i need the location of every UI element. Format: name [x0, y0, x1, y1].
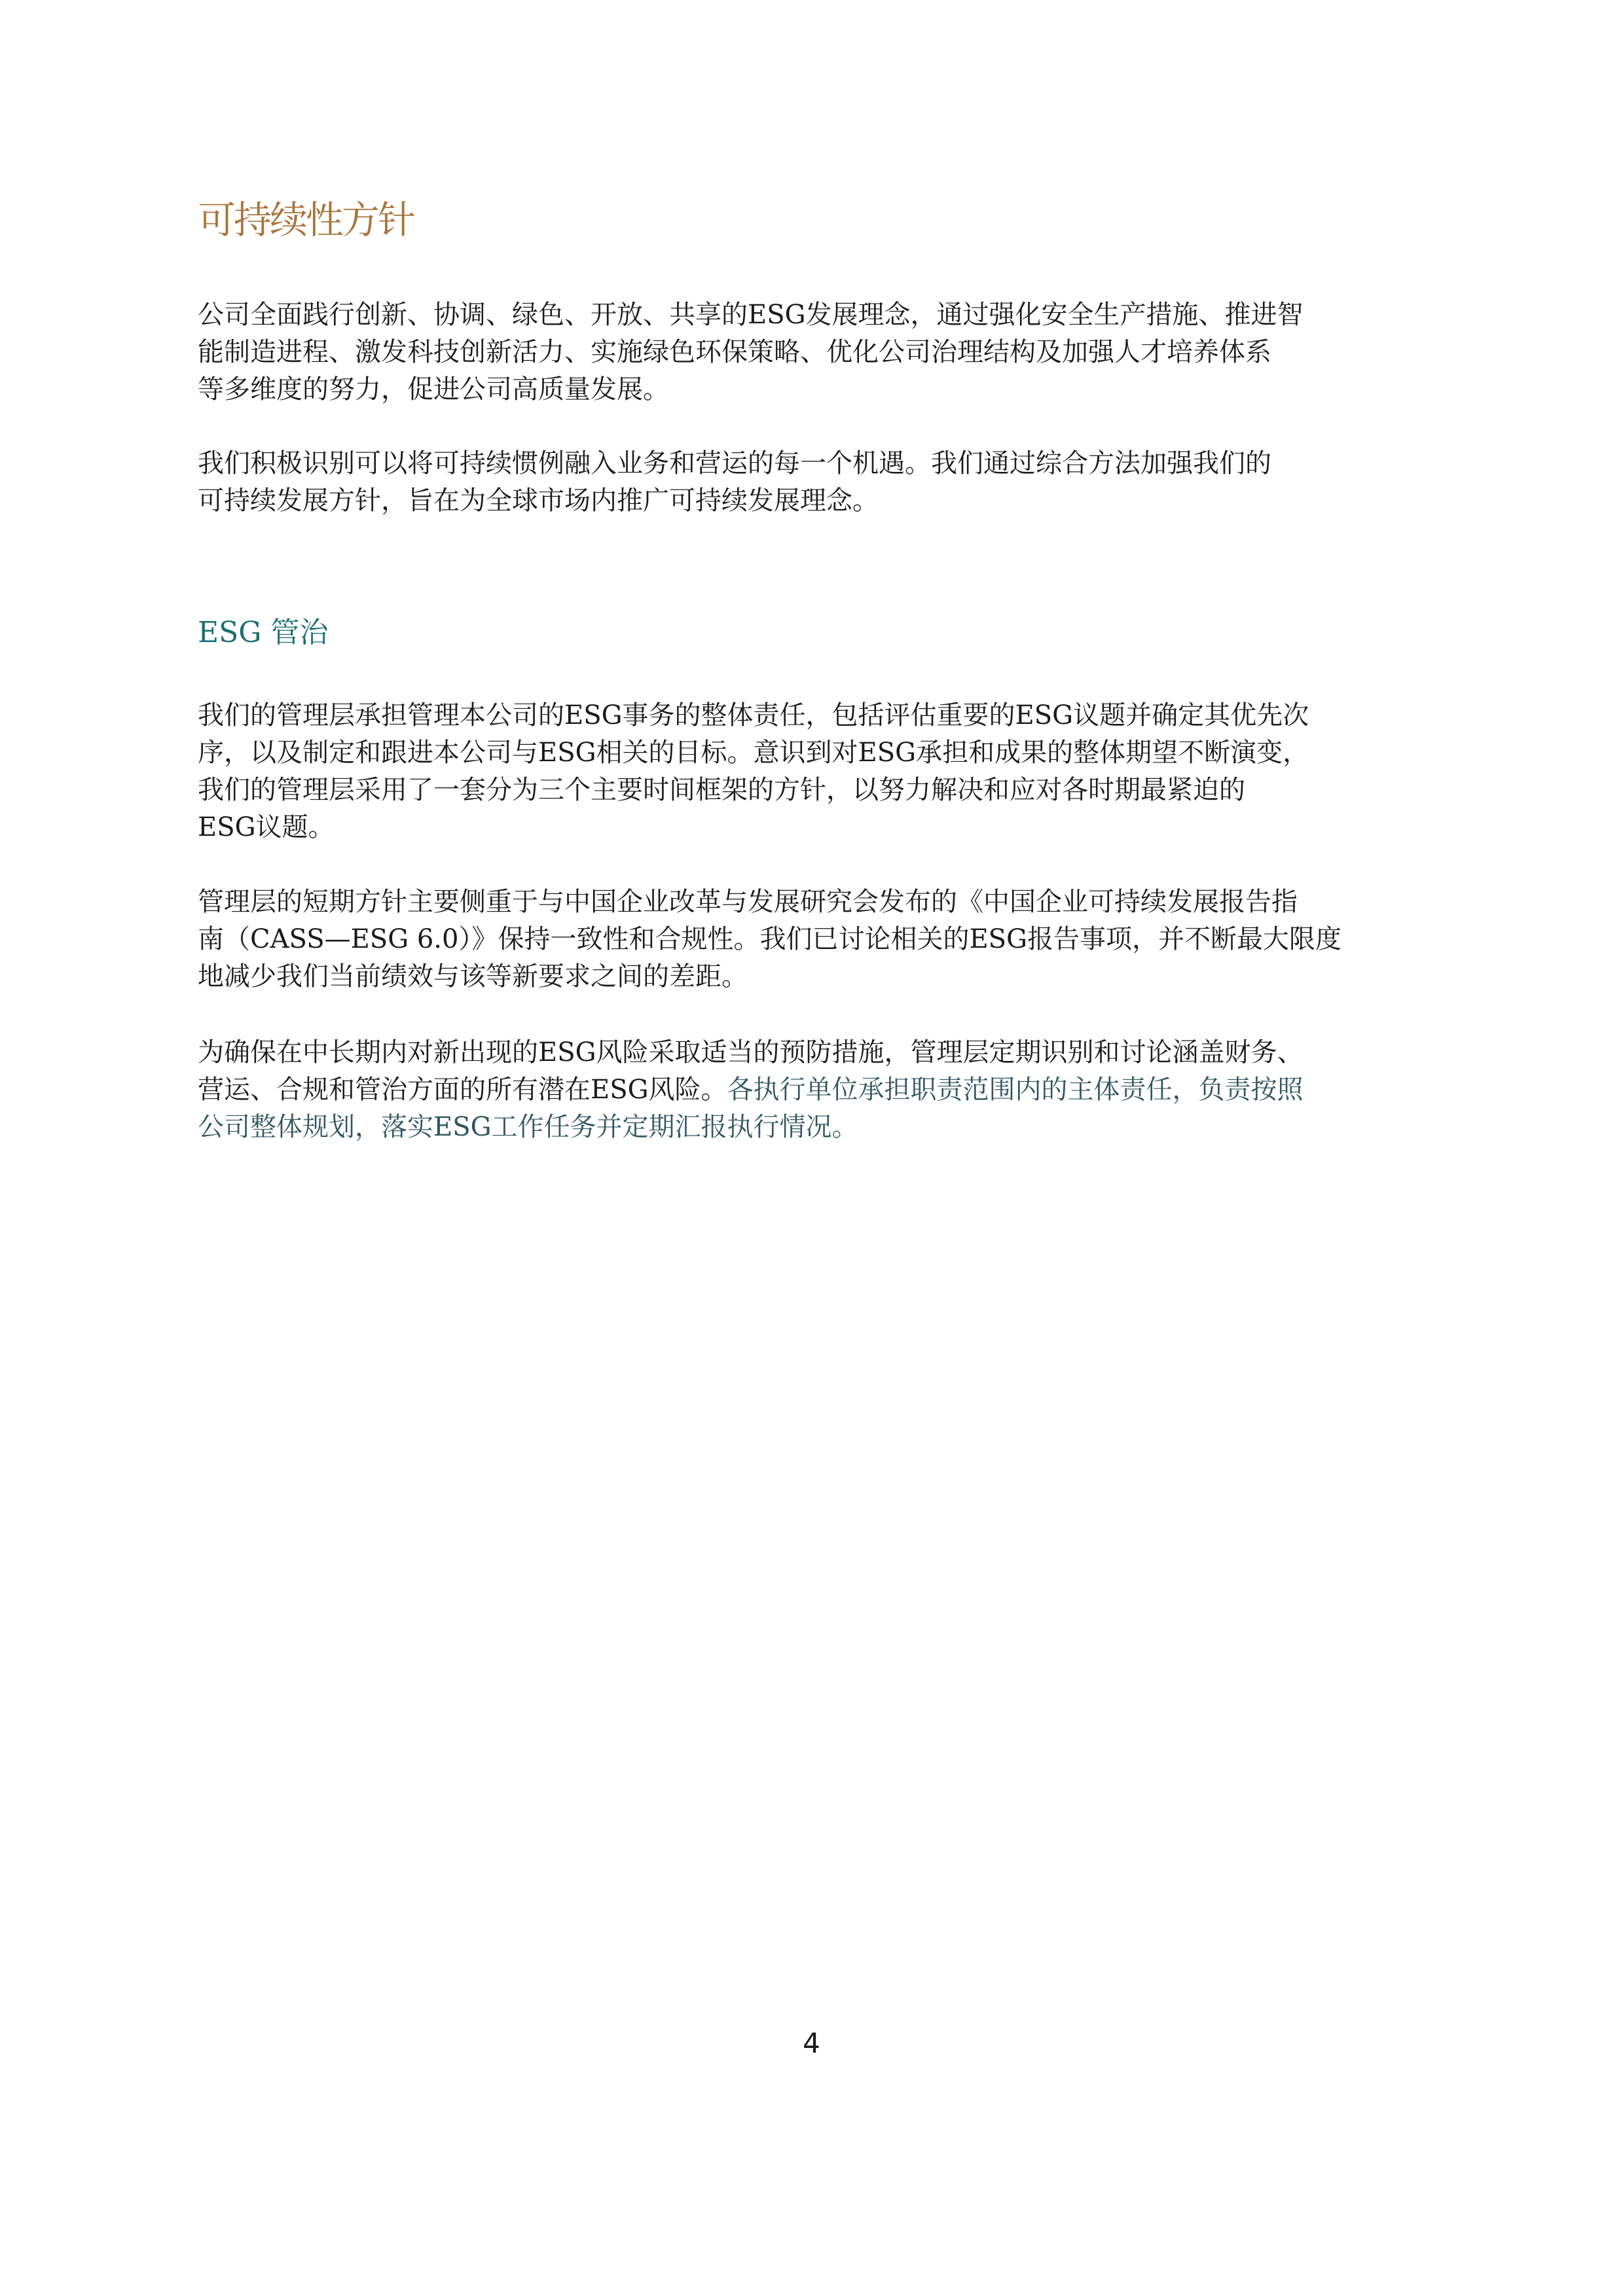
paragraph-line: 我们积极识别可以将可持续惯例融入业务和营运的每一个机遇。我们通过综合方法加强我们的: [198, 448, 1271, 478]
paragraph-line: 管理层的短期方针主要侧重于与中国企业改革与发展研究会发布的《中国企业可持续发展报告指: [198, 887, 1298, 917]
paragraph-line: ESG议题。: [198, 812, 335, 842]
paragraph-line: 我们的管理层承担管理本公司的ESG事务的整体责任，包括评估重要的ESG议题并确定其优先次: [198, 700, 1309, 730]
paragraph-line: 公司整体规划，落实ESG工作任务并定期汇报执行情况。: [198, 1112, 858, 1142]
paragraph-line: 我们的管理层采用了一套分为三个主要时间框架的方针，以努力解决和应对各时期最紧迫的: [198, 775, 1245, 805]
esg-governance-paragraph-2: [198, 884, 1341, 996]
sustainability-paragraph-2: [198, 445, 1271, 520]
paragraph-accent-text: 各执行单位承担职责范围内的主体责任，负责按照: [727, 1075, 1304, 1105]
paragraph-line: 地减少我们当前绩效与该等新要求之间的差距。: [198, 961, 748, 992]
paragraph-line: 能制造进程、激发科技创新活力、实施绿色环保策略、优化公司治理结构及加强人才培养体系: [198, 337, 1271, 367]
paragraph-line: [198, 1071, 1304, 1109]
paragraph-line: 等多维度的努力，促进公司高质量发展。: [198, 374, 669, 404]
paragraph-line: 可持续发展方针，旨在为全球市场内推广可持续发展理念。: [198, 486, 879, 516]
paragraph-line: 为确保在中长期内对新出现的ESG风险采取适当的预防措施，管理层定期识别和讨论涵盖财务、: [198, 1037, 1304, 1067]
sustainability-policy-heading: 可持续性方针: [198, 198, 414, 242]
paragraph-line: 南（CASS—ESG 6.0）》保持一致性和合规性。我们已讨论相关的ESG报告事项，并不断最大限度: [198, 924, 1342, 954]
page-number: 4: [803, 2027, 820, 2059]
paragraph-line: 公司全面践行创新、协调、绿色、开放、共享的ESG发展理念，通过强化安全生产措施、推进智: [198, 300, 1304, 330]
esg-governance-heading: ESG 管治: [198, 616, 329, 649]
esg-governance-paragraph-3: [198, 1034, 1304, 1146]
sustainability-paragraph-1: [198, 296, 1304, 408]
paragraph-text: 营运、合规和管治方面的所有潜在ESG风险。: [198, 1075, 727, 1105]
paragraph-line: 序，以及制定和跟进本公司与ESG相关的目标。意识到对ESG承担和成果的整体期望不断演变，: [198, 738, 1309, 768]
esg-governance-paragraph-1: [198, 697, 1309, 846]
